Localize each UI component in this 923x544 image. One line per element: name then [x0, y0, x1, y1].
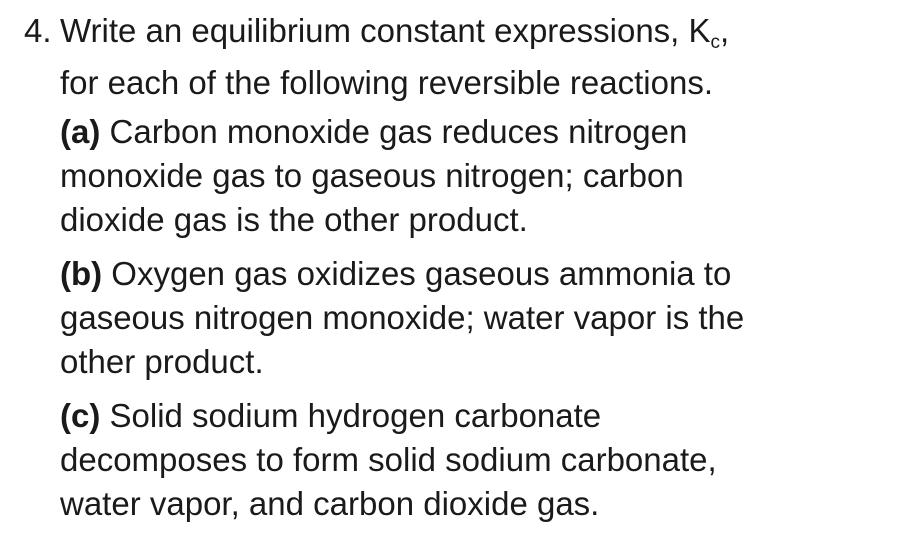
question-number: 4. [24, 12, 52, 49]
part-c-label: (c) [60, 397, 101, 434]
part-b-line-1 [60, 252, 910, 296]
part-a-line-2: monoxide gas to gaseous nitrogen; carbon [60, 157, 684, 194]
question-line-1 [24, 8, 904, 60]
part-c-line-1 [60, 394, 910, 438]
part-a-text-1: Carbon monoxide gas reduces nitrogen [100, 113, 688, 150]
part-b [60, 252, 910, 384]
part-b-label: (b) [60, 255, 103, 292]
part-c-text-1: Solid sodium hydrogen carbonate [100, 397, 602, 434]
question-line-2: for each of the following reversible reactions. [60, 64, 714, 101]
question-header [24, 8, 904, 106]
part-c-line-2: decomposes to form solid sodium carbonate, [60, 441, 717, 478]
part-b-line-3: other product. [60, 343, 264, 380]
part-b-text-1: Oxygen gas oxidizes gaseous ammonia to [102, 255, 732, 292]
part-c [60, 394, 910, 526]
question-text: Write an equilibrium constant expressions, K [60, 12, 711, 49]
part-b-line-2: gaseous nitrogen monoxide; water vapor is the [60, 299, 745, 336]
part-a-label: (a) [60, 113, 101, 150]
part-c-line-3: water vapor, and carbon dioxide gas. [60, 485, 600, 522]
part-a-line-1 [60, 110, 910, 154]
part-a [60, 110, 910, 242]
kc-subscript: c [710, 32, 721, 53]
part-a-line-3: dioxide gas is the other product. [60, 201, 528, 238]
question-text-comma: , [720, 12, 730, 49]
